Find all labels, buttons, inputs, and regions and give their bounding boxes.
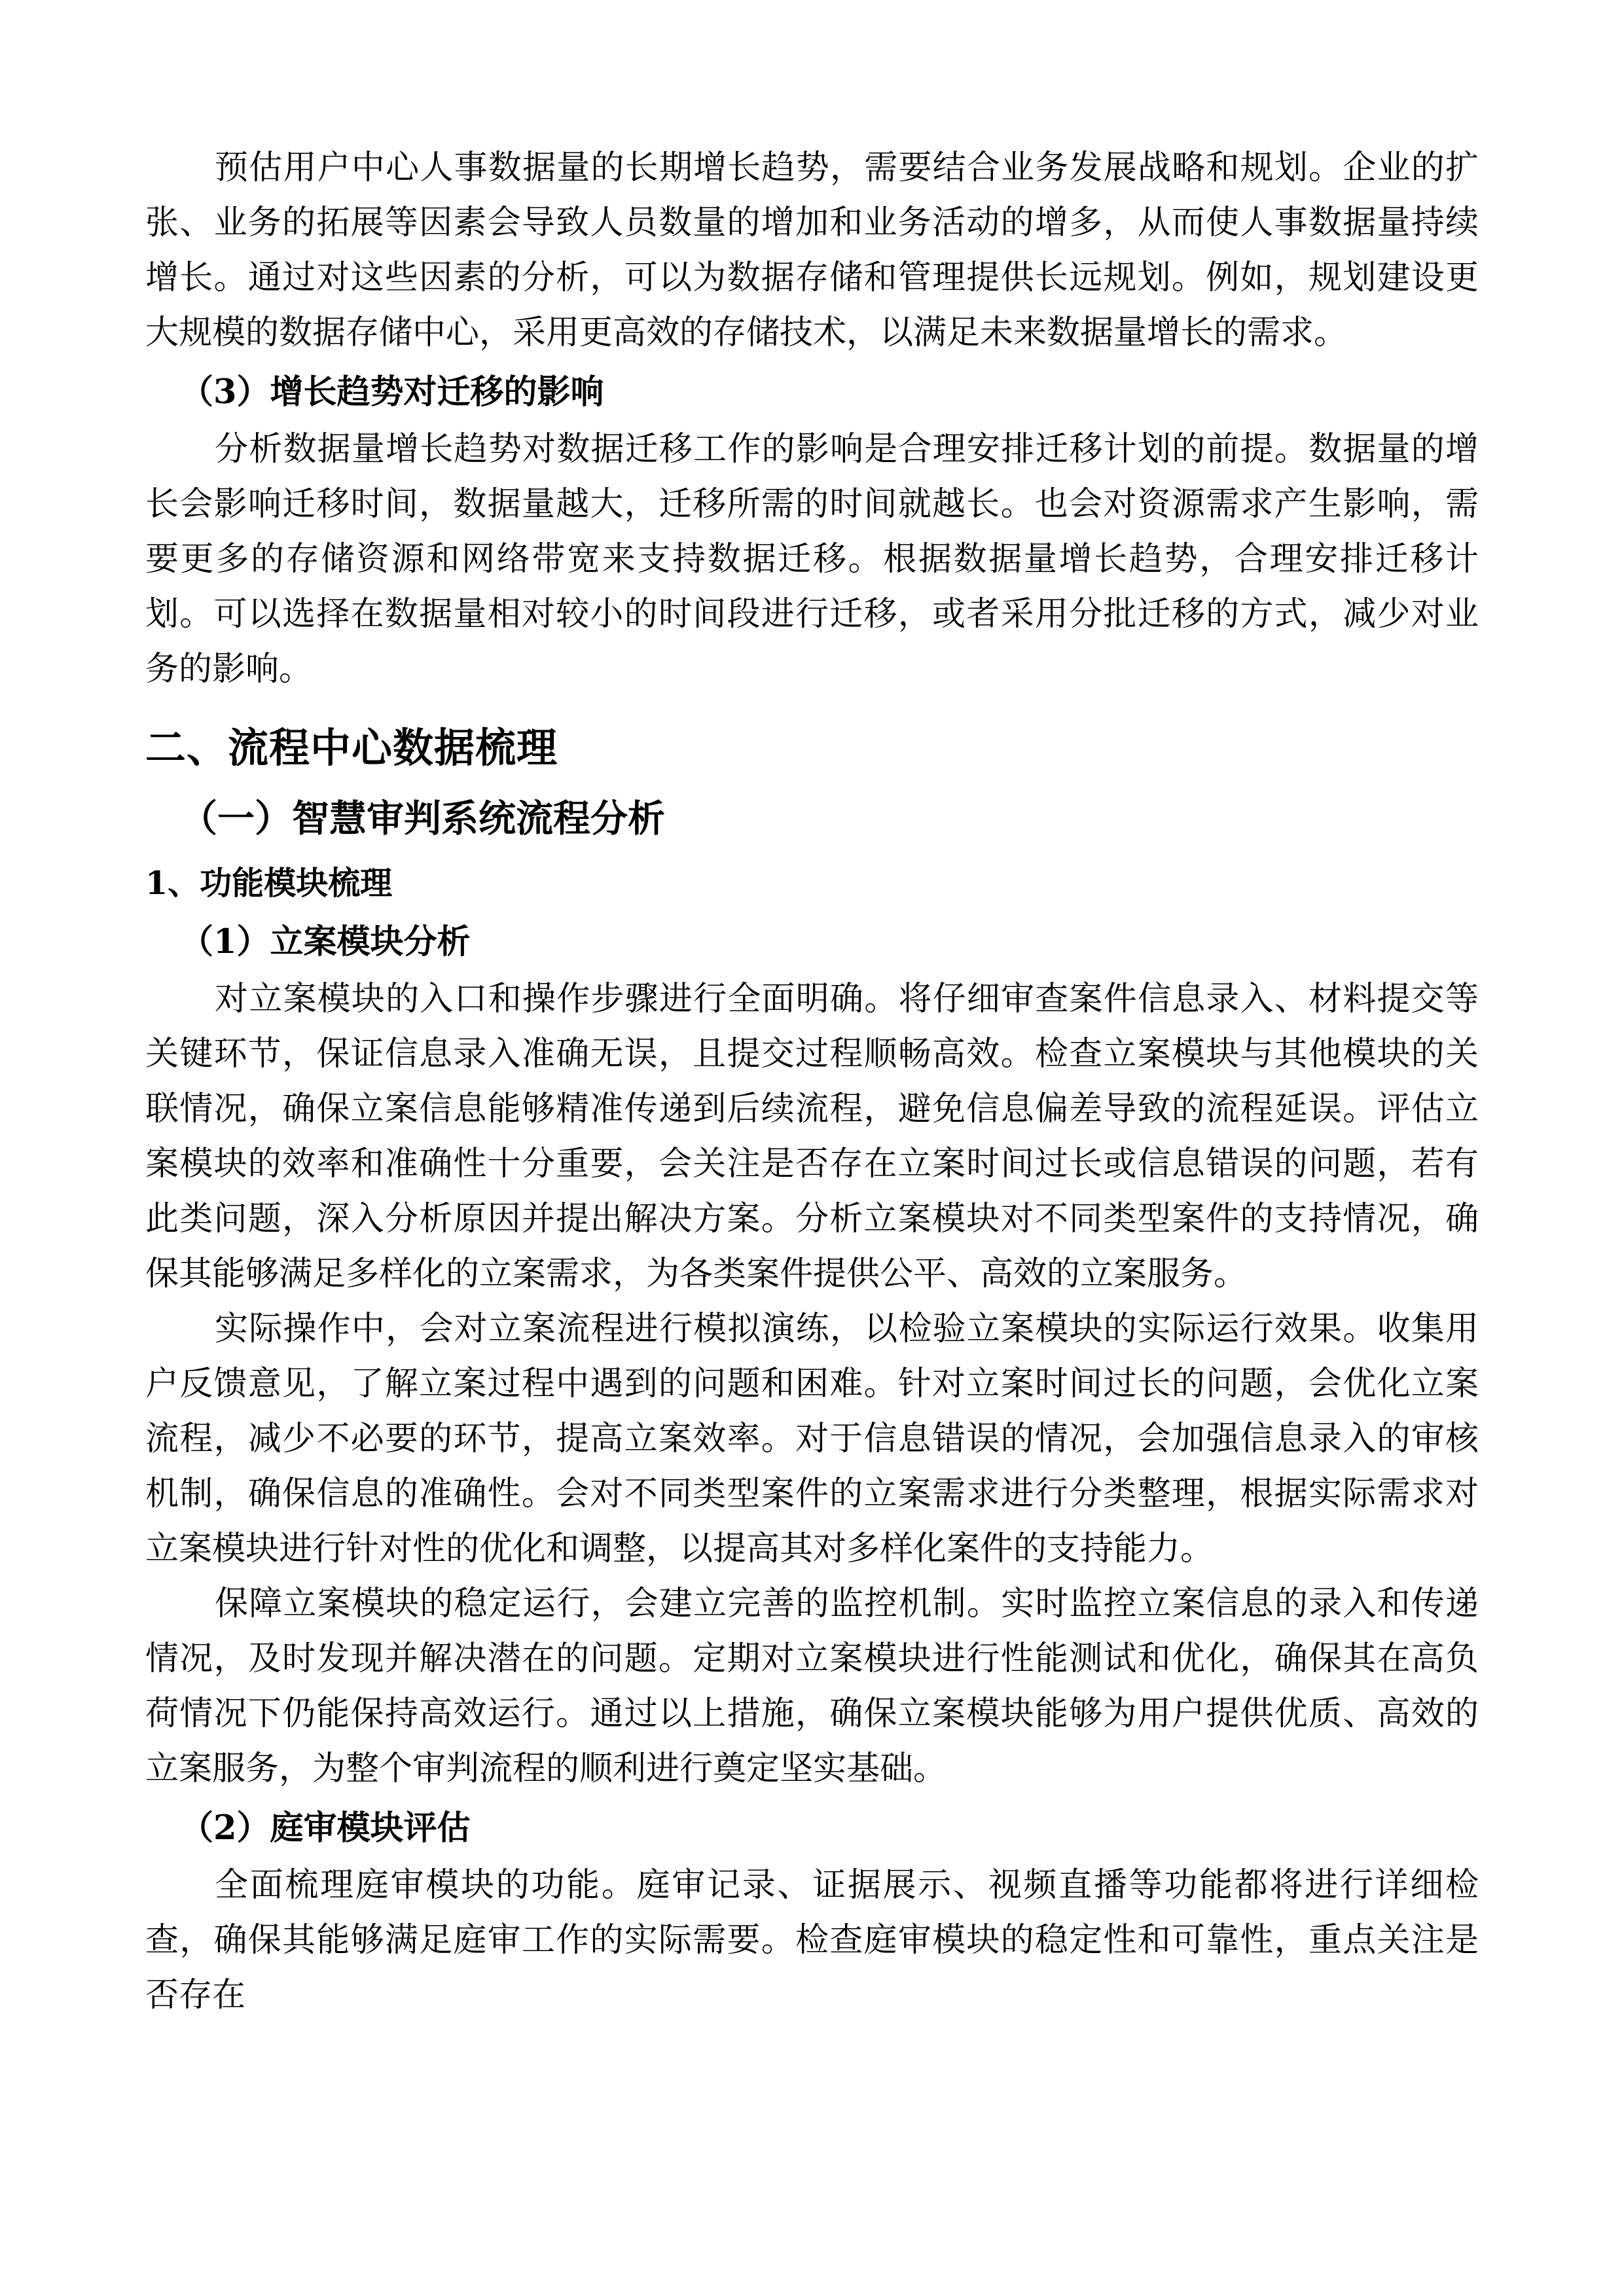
paragraph-migration-impact-analysis: 分析数据量增长趋势对数据迁移工作的影响是合理安排迁移计划的前提。数据量的增长会影响迁移时间，数据量越大，迁移所需的时间就越长。也会对资源需求产生影响，需要更多的存储资源和网络带宽来支持数据迁移。根据数据量增长趋势，合理安排迁移计划。可以选择在数据量相对较小的时间段进行迁移，或者采用分批迁移的方式，减少对业务的影响。 [145,430,1479,689]
heading-court-session-module-evaluation: （2）庭审模块评估 [180,1808,471,1848]
paragraph-case-filing-monitoring: 保障立案模块的稳定运行，会建立完善的监控机制。实时监控立案信息的录入和传递情况，及时发现并解决潜在的问题。定期对立案模块进行性能测试和优化，确保其在高负荷情况下仍能保持高效运行。通过以上措施，确保立案模块能够为用户提供优质、高效的立案服务，为整个审判流程的顺利进行奠定坚实基础。 [145,1585,1479,1788]
heading-smart-trial-system-process-analysis: （一）智慧审判系统流程分析 [180,797,665,840]
paragraph-growth-trend-forecast: 预估用户中心人事数据量的长期增长趋势，需要结合业务发展战略和规划。企业的扩张、业务的拓展等因素会导致人员数量的增加和业务活动的增多，从而使人事数据量持续增长。通过对这些因素的分析，可以为数据存储和管理提供长远规划。例如，规划建设更大规模的数据存储中心，采用更高效的存储技术，以满足未来数据量增长的需求。 [145,149,1479,352]
heading-case-filing-module-analysis: （1）立案模块分析 [180,922,471,961]
paragraph-case-filing-module-review: 对立案模块的入口和操作步骤进行全面明确。将仔细审查案件信息录入、材料提交等关键环节，保证信息录入准确无误，且提交过程顺畅高效。检查立案模块与其他模块的关联情况，确保立案信息能够精准传递到后续流程，避免信息偏差导致的流程延误。评估立案模块的效率和准确性十分重要，会关注是否存在立案时间过长或信息错误的问题，若有此类问题，深入分析原因并提出解决方案。分析立案模块对不同类型案件的支持情况，确保其能够满足多样化的立案需求，为各类案件提供公平、高效的立案服务。 [145,980,1479,1293]
heading-functional-module-sorting: 1、功能模块梳理 [145,864,393,902]
heading-process-center-data-sorting: 二、流程中心数据梳理 [145,724,558,772]
paragraph-case-filing-practice-optimization: 实际操作中，会对立案流程进行模拟演练，以检验立案模块的实际运行效果。收集用户反馈意见，了解立案过程中遇到的问题和困难。针对立案时间过长的问题，会优化立案流程，减少不必要的环节，提高立案效率。对于信息错误的情况，会加强信息录入的审核机制，确保信息的准确性。会对不同类型案件的立案需求进行分类整理，根据实际需求对立案模块进行针对性的优化和调整，以提高其对多样化案件的支持能力。 [145,1310,1479,1568]
heading-growth-trend-migration-impact: （3）增长趋势对迁移的影响 [180,372,604,412]
paragraph-court-session-module-functions: 全面梳理庭审模块的功能。庭审记录、证据展示、视频直播等功能都将进行详细检查，确保其能够满足庭审工作的实际需要。检查庭审模块的稳定性和可靠性，重点关注是否存在 [145,1866,1479,2015]
document-body [145,141,1479,2023]
